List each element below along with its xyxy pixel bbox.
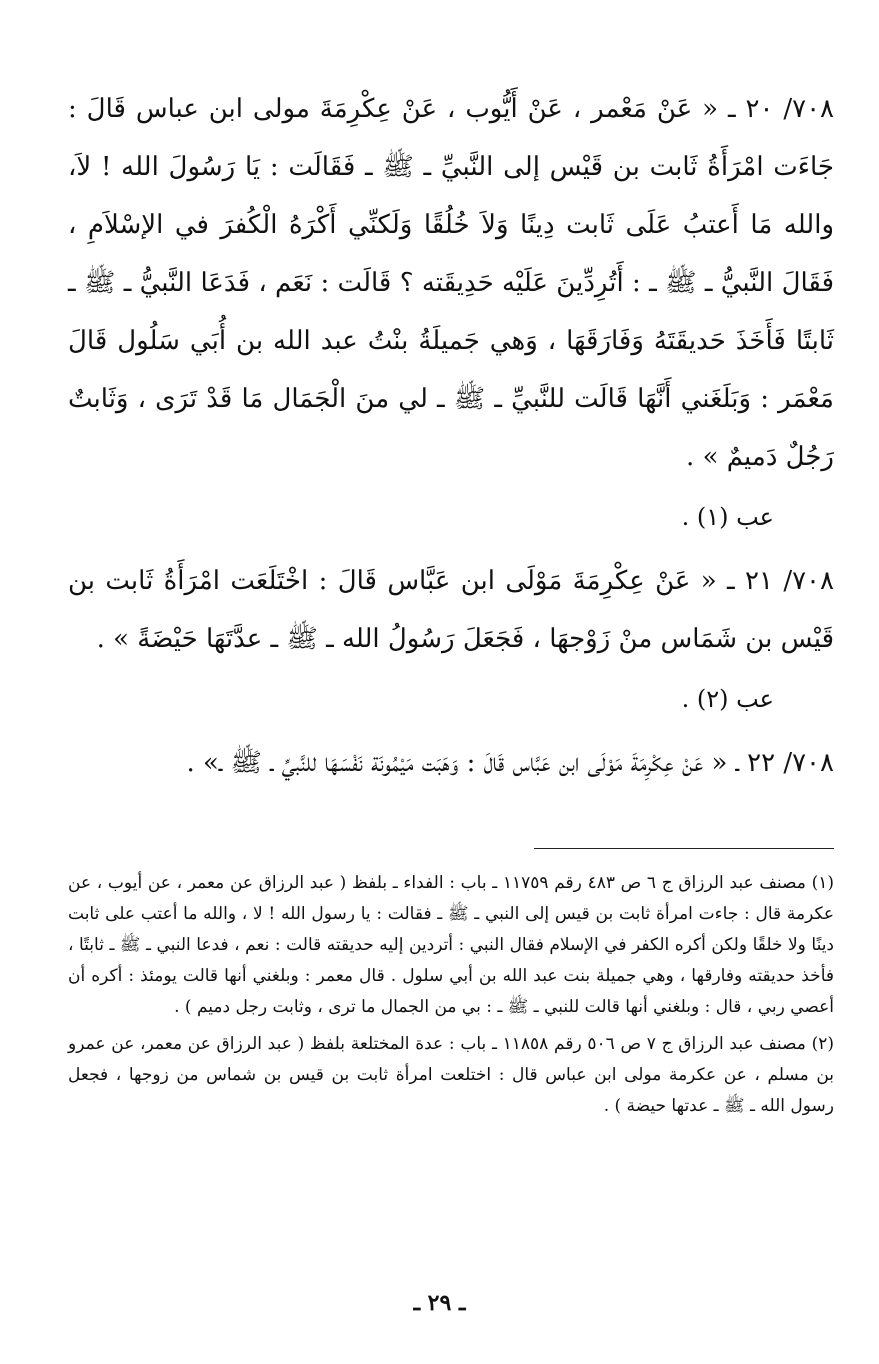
hadith-21-source: عب (٢) . — [681, 685, 774, 713]
footnote-divider — [534, 848, 834, 849]
footnote-1: (١) مصنف عبد الرزاق ج ٦ ص ٤٨٣ رقم ١١٧٥٩ ـ باب : الفداء ـ بلفظ ( عبد الرزاق عن معمر ، عن أيوب ، عن عكرمة قال : جاءت امرأة ثابت بن قيس إلى النبي ـ ﷺ ـ فقالت : يا رسول الله ! لا ، والله ما أعتب على ثابت دينًا ولا خلقًا ولكن أكره الكفر في الإسلام فقال النبي : أتردين إليه حديقته قالت : نعم ، فدعا النبي ـ ﷺ ـ ثابتًا ، فأخذ حديقته وفارقها ، وهي جميلة بنت عبد الله بن أبي سلول . قال معمر : وبلغني أنها قالت يومئذ : أكره أن أعصي ربي ، قال : وبلغني أنها قالت للنبي ـ ﷺ ـ : بي من الجمال ما ترى ، وثابت رجل دميم ) . — [68, 873, 834, 1017]
page-number: ـ ٢٩ ـ — [413, 1290, 466, 1316]
hadith-21: ٧٠٨/ ٢١ ـ « عَنْ عِكْرِمَةَ مَوْلَى ابن عَبَّاس قَالَ : اخْتَلَعَت امْرَأَةُ ثَابت بن قَيْس بن شَمَاس منْ زَوْجهَا ، فَجَعَلَ رَسُولُ الله ـ ﷺ ـ عدَّتَهَا حَيْضَةً » . — [68, 566, 834, 654]
hadith-22: ٧٠٨/ ٢٢ ـ « عَنْ عِكْرِمَةَ مَوْلَى ابن عَبَّاس قَالَ : وَهَبَت مَيْمُونَة نَفْسَهَا للنَّبيِّ ـ ﷺ ـ» . — [186, 748, 834, 778]
main-text — [68, 80, 834, 800]
hadith-20-source: عب (١) . — [681, 503, 774, 531]
hadith-20: ٧٠٨/ ٢٠ ـ « عَنْ مَعْمر ، عَنْ أَيُّوب ، عَنْ عِكْرِمَةَ مولى ابن عباس قَالَ : جَاءَت امْرَأَةُ ثَابت بن قَيْس إلى النَّبيِّ ـ ﷺ ـ فَقَالَت : يَا رَسُولَ الله ! لاَ، والله مَا أَعتبُ عَلَى ثَابت دِينًا وَلاَ خُلُقًا وَلَكنِّي أَكْرَهُ الْكُفرَ في الإسْلاَمِ ، فَقَالَ النَّبيُّ ـ ﷺ ـ : أَتُرِدِّينَ عَلَيْه حَدِيقَته ؟ قَالَت : نَعَم ، فَدَعَا النَّبيُّ ـ ﷺ ـ ثَابتًا فَأَخَذَ حَديقَتَهُ وَفَارَقَهَا ، وَهي جَميلَةُ بنْتُ عبد الله بن أُبَي سَلُول قَالَ مَعْمَر : وَبَلَغَني أَنَّهَا قَالَت للنَّبيِّ ـ ﷺ ـ لي منَ الْجَمَال مَا قَدْ تَرَى ، وَثَابتٌ رَجُلٌ دَميمٌ » . — [68, 94, 835, 472]
footnotes — [68, 868, 834, 1128]
footnote-2: (٢) مصنف عبد الرزاق ج ٧ ص ٥٠٦ رقم ١١٨٥٨ ـ باب : عدة المختلعة بلفظ ( عبد الرزاق عن معمر، عن عمرو بن مسلم ، عن عكرمة مولى ابن عباس قال : اختلعت امرأة ثابت بن قيس بن شماس من زوجها ، فجعل رسول الله ـ ﷺ ـ عدتها حيضة ) . — [68, 1034, 834, 1116]
